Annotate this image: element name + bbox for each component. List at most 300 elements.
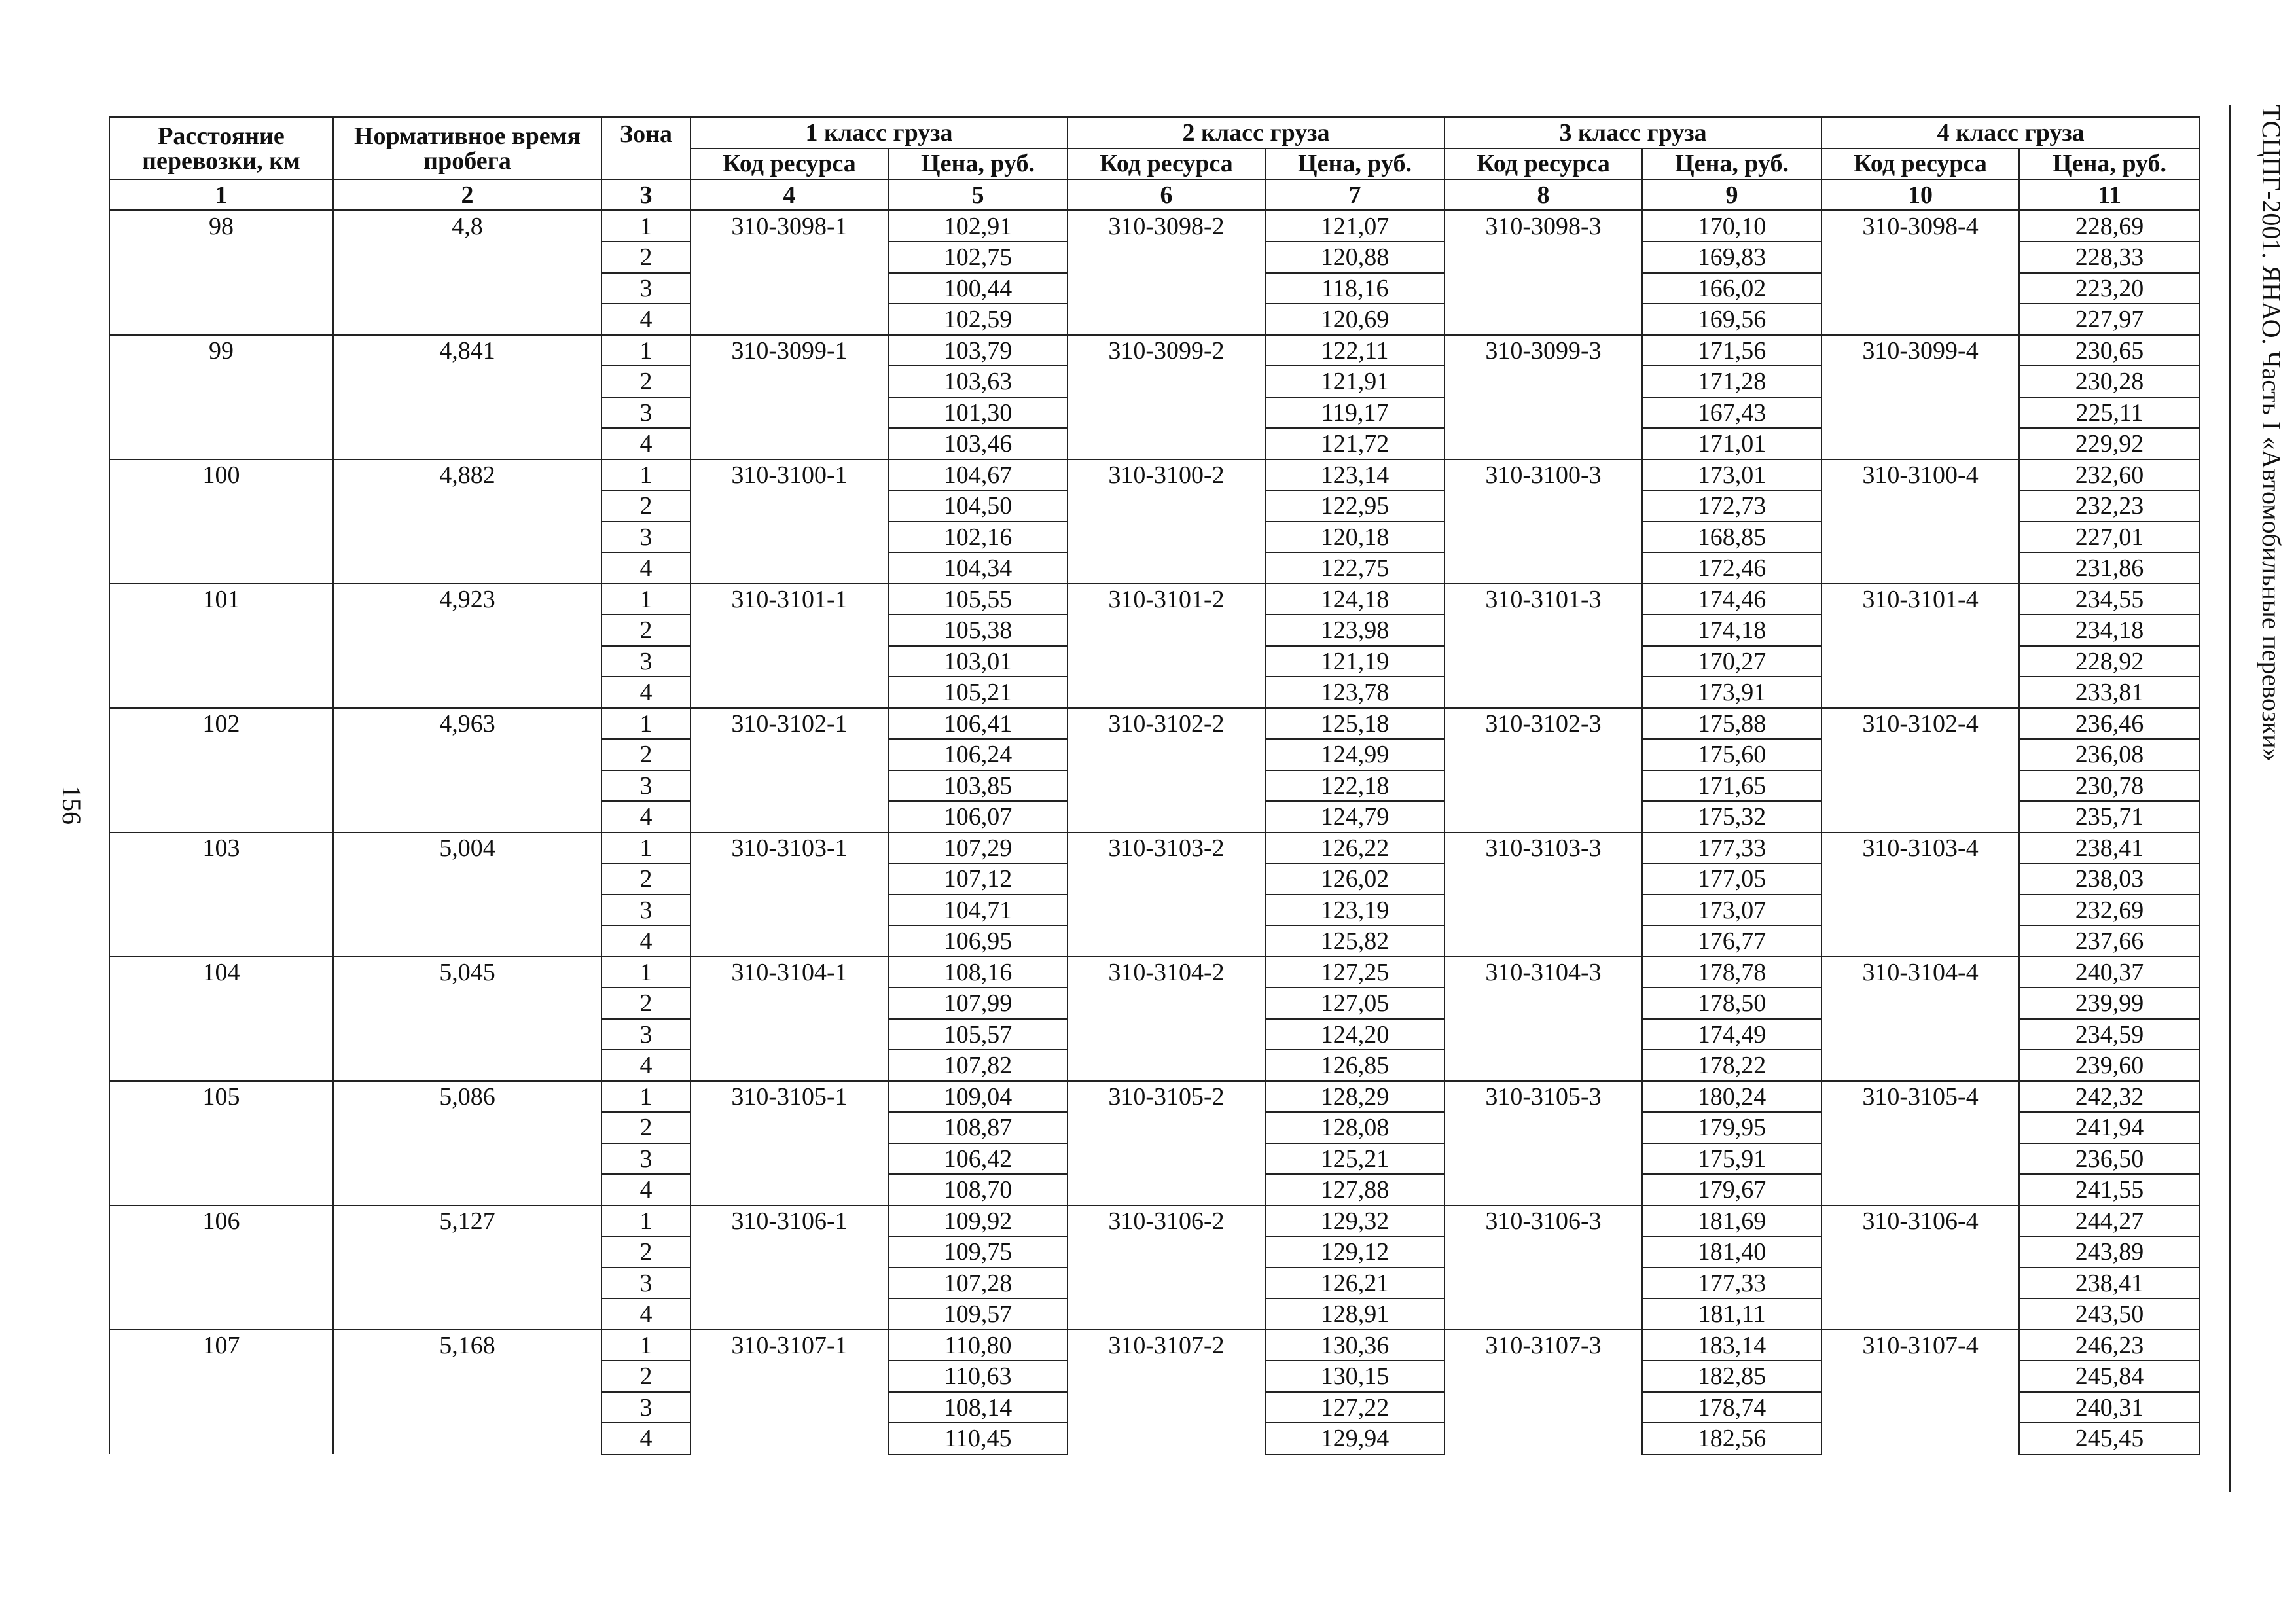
price-cell: 123,98	[1265, 615, 1444, 646]
price-cell: 228,33	[2019, 241, 2200, 273]
price-cell: 118,16	[1265, 273, 1444, 304]
price-cell: 107,28	[888, 1268, 1067, 1299]
price-cell: 121,72	[1265, 428, 1444, 459]
column-number: 2	[333, 179, 601, 211]
column-number: 3	[601, 179, 691, 211]
price-cell: 101,30	[888, 397, 1067, 429]
resource-code-cell: 310-3106-1	[691, 1205, 888, 1330]
price-cell: 235,71	[2019, 801, 2200, 832]
price-cell: 183,14	[1642, 1330, 1821, 1361]
price-cell: 120,18	[1265, 522, 1444, 553]
price-cell: 109,75	[888, 1236, 1067, 1268]
zone-cell: 2	[601, 490, 691, 522]
price-cell: 243,89	[2019, 1236, 2200, 1268]
price-cell: 232,69	[2019, 895, 2200, 926]
price-cell: 107,29	[888, 832, 1067, 864]
price-cell: 182,56	[1642, 1423, 1821, 1454]
price-cell: 127,25	[1265, 957, 1444, 988]
price-cell: 174,18	[1642, 615, 1821, 646]
price-cell: 120,88	[1265, 241, 1444, 273]
price-cell: 171,28	[1642, 366, 1821, 397]
price-cell: 181,40	[1642, 1236, 1821, 1268]
tariff-table	[109, 116, 2200, 1455]
resource-code-cell: 310-3103-4	[1821, 832, 2019, 957]
time-cell: 5,168	[333, 1330, 601, 1454]
price-cell: 245,45	[2019, 1423, 2200, 1454]
zone-cell: 3	[601, 1019, 691, 1050]
zone-cell: 4	[601, 925, 691, 957]
time-cell: 4,882	[333, 459, 601, 584]
price-cell: 227,01	[2019, 522, 2200, 553]
resource-code-cell: 310-3102-1	[691, 708, 888, 832]
price-cell: 124,99	[1265, 739, 1444, 770]
distance-cell: 104	[109, 957, 333, 1081]
table-row	[109, 1205, 2200, 1237]
resource-code-cell: 310-3104-1	[691, 957, 888, 1081]
price-cell: 126,85	[1265, 1050, 1444, 1081]
header-class-2: 2 класс груза	[1067, 117, 1444, 149]
time-cell: 5,127	[333, 1205, 601, 1330]
zone-cell: 3	[601, 1268, 691, 1299]
distance-cell: 107	[109, 1330, 333, 1454]
price-cell: 121,19	[1265, 646, 1444, 677]
price-cell: 241,55	[2019, 1174, 2200, 1205]
price-cell: 178,50	[1642, 988, 1821, 1019]
header-class-4: 4 класс груза	[1821, 117, 2200, 149]
price-cell: 103,85	[888, 770, 1067, 802]
resource-code-cell: 310-3099-3	[1444, 335, 1642, 459]
price-cell: 230,65	[2019, 335, 2200, 366]
zone-cell: 2	[601, 1361, 691, 1392]
price-cell: 230,28	[2019, 366, 2200, 397]
table-row	[109, 211, 2200, 242]
side-rule	[2229, 105, 2231, 1492]
header-row-1	[109, 117, 2200, 149]
resource-code-cell: 310-3106-4	[1821, 1205, 2019, 1330]
resource-code-cell: 310-3106-3	[1444, 1205, 1642, 1330]
zone-cell: 3	[601, 522, 691, 553]
price-cell: 182,85	[1642, 1361, 1821, 1392]
column-number: 6	[1067, 179, 1265, 211]
price-cell: 108,16	[888, 957, 1067, 988]
resource-code-cell: 310-3107-2	[1067, 1330, 1265, 1454]
price-cell: 130,15	[1265, 1361, 1444, 1392]
resource-code-cell: 310-3101-2	[1067, 584, 1265, 708]
resource-code-cell: 310-3100-3	[1444, 459, 1642, 584]
distance-cell: 103	[109, 832, 333, 957]
price-cell: 124,20	[1265, 1019, 1444, 1050]
zone-cell: 1	[601, 832, 691, 864]
price-cell: 236,08	[2019, 739, 2200, 770]
resource-code-cell: 310-3105-3	[1444, 1081, 1642, 1205]
zone-cell: 1	[601, 584, 691, 615]
side-title: ТСЦПГ-2001. ЯНАО. Часть I «Автомобильные перевозки»	[2257, 105, 2286, 762]
price-cell: 125,18	[1265, 708, 1444, 740]
price-cell: 231,86	[2019, 552, 2200, 584]
distance-cell: 105	[109, 1081, 333, 1205]
price-cell: 103,79	[888, 335, 1067, 366]
price-cell: 232,60	[2019, 459, 2200, 491]
resource-code-cell: 310-3101-3	[1444, 584, 1642, 708]
zone-cell: 4	[601, 552, 691, 584]
price-cell: 110,45	[888, 1423, 1067, 1454]
header-price: Цена, руб.	[888, 149, 1067, 180]
price-cell: 125,21	[1265, 1143, 1444, 1175]
price-cell: 128,08	[1265, 1112, 1444, 1143]
price-cell: 107,82	[888, 1050, 1067, 1081]
price-cell: 175,88	[1642, 708, 1821, 740]
price-cell: 239,60	[2019, 1050, 2200, 1081]
price-cell: 124,18	[1265, 584, 1444, 615]
zone-cell: 3	[601, 397, 691, 429]
resource-code-cell: 310-3107-4	[1821, 1330, 2019, 1454]
price-cell: 129,94	[1265, 1423, 1444, 1454]
zone-cell: 3	[601, 1392, 691, 1423]
column-number: 1	[109, 179, 333, 211]
price-cell: 123,14	[1265, 459, 1444, 491]
zone-cell: 3	[601, 646, 691, 677]
zone-cell: 1	[601, 957, 691, 988]
resource-code-cell: 310-3099-1	[691, 335, 888, 459]
zone-cell: 4	[601, 428, 691, 459]
zone-cell: 4	[601, 1298, 691, 1330]
price-cell: 239,99	[2019, 988, 2200, 1019]
price-cell: 122,18	[1265, 770, 1444, 802]
zone-cell: 4	[601, 1174, 691, 1205]
price-cell: 127,05	[1265, 988, 1444, 1019]
price-cell: 107,99	[888, 988, 1067, 1019]
price-cell: 106,07	[888, 801, 1067, 832]
resource-code-cell: 310-3101-1	[691, 584, 888, 708]
zone-cell: 1	[601, 335, 691, 366]
zone-cell: 3	[601, 1143, 691, 1175]
zone-cell: 1	[601, 211, 691, 242]
table-row	[109, 584, 2200, 615]
page-number: 156	[57, 785, 86, 825]
price-cell: 122,11	[1265, 335, 1444, 366]
price-cell: 126,21	[1265, 1268, 1444, 1299]
price-cell: 229,92	[2019, 428, 2200, 459]
price-cell: 230,78	[2019, 770, 2200, 802]
price-cell: 105,38	[888, 615, 1067, 646]
table-row	[109, 832, 2200, 864]
price-cell: 244,27	[2019, 1205, 2200, 1237]
price-cell: 102,16	[888, 522, 1067, 553]
header-code: Код ресурса	[691, 149, 888, 180]
price-cell: 236,50	[2019, 1143, 2200, 1175]
time-cell: 4,8	[333, 211, 601, 335]
column-number-row	[109, 179, 2200, 211]
zone-cell: 3	[601, 895, 691, 926]
price-cell: 246,23	[2019, 1330, 2200, 1361]
price-cell: 105,55	[888, 584, 1067, 615]
price-cell: 234,59	[2019, 1019, 2200, 1050]
price-cell: 129,12	[1265, 1236, 1444, 1268]
price-cell: 225,11	[2019, 397, 2200, 429]
price-cell: 181,69	[1642, 1205, 1821, 1237]
price-cell: 129,32	[1265, 1205, 1444, 1237]
price-cell: 120,69	[1265, 304, 1444, 335]
table-row	[109, 1081, 2200, 1113]
price-cell: 170,27	[1642, 646, 1821, 677]
price-cell: 104,50	[888, 490, 1067, 522]
price-cell: 127,22	[1265, 1392, 1444, 1423]
resource-code-cell: 310-3107-3	[1444, 1330, 1642, 1454]
price-cell: 104,71	[888, 895, 1067, 926]
time-cell: 5,004	[333, 832, 601, 957]
resource-code-cell: 310-3104-3	[1444, 957, 1642, 1081]
price-cell: 238,03	[2019, 863, 2200, 895]
price-cell: 168,85	[1642, 522, 1821, 553]
zone-cell: 4	[601, 1423, 691, 1454]
resource-code-cell: 310-3099-2	[1067, 335, 1265, 459]
price-cell: 223,20	[2019, 273, 2200, 304]
price-cell: 180,24	[1642, 1081, 1821, 1113]
price-cell: 177,33	[1642, 832, 1821, 864]
resource-code-cell: 310-3103-3	[1444, 832, 1642, 957]
price-cell: 124,79	[1265, 801, 1444, 832]
price-cell: 241,94	[2019, 1112, 2200, 1143]
price-cell: 105,57	[888, 1019, 1067, 1050]
resource-code-cell: 310-3102-3	[1444, 708, 1642, 832]
time-cell: 5,086	[333, 1081, 601, 1205]
price-cell: 173,01	[1642, 459, 1821, 491]
price-cell: 176,77	[1642, 925, 1821, 957]
price-cell: 232,23	[2019, 490, 2200, 522]
zone-cell: 2	[601, 1236, 691, 1268]
header-distance: Расстояние перевозки, км	[109, 117, 333, 179]
price-cell: 106,42	[888, 1143, 1067, 1175]
price-cell: 130,36	[1265, 1330, 1444, 1361]
table-row	[109, 459, 2200, 491]
price-cell: 169,56	[1642, 304, 1821, 335]
price-cell: 238,41	[2019, 832, 2200, 864]
price-cell: 169,83	[1642, 241, 1821, 273]
price-cell: 175,32	[1642, 801, 1821, 832]
column-number: 10	[1821, 179, 2019, 211]
price-cell: 171,56	[1642, 335, 1821, 366]
price-cell: 179,67	[1642, 1174, 1821, 1205]
time-cell: 4,963	[333, 708, 601, 832]
table-row	[109, 1330, 2200, 1361]
header-class-3: 3 класс груза	[1444, 117, 1821, 149]
price-cell: 174,46	[1642, 584, 1821, 615]
distance-cell: 102	[109, 708, 333, 832]
zone-cell: 1	[601, 1205, 691, 1237]
price-cell: 242,32	[2019, 1081, 2200, 1113]
price-cell: 172,46	[1642, 552, 1821, 584]
price-cell: 233,81	[2019, 677, 2200, 708]
column-number: 5	[888, 179, 1067, 211]
price-cell: 237,66	[2019, 925, 2200, 957]
column-number: 7	[1265, 179, 1444, 211]
price-cell: 119,17	[1265, 397, 1444, 429]
price-cell: 170,10	[1642, 211, 1821, 242]
price-cell: 167,43	[1642, 397, 1821, 429]
price-cell: 121,07	[1265, 211, 1444, 242]
price-cell: 174,49	[1642, 1019, 1821, 1050]
price-cell: 122,75	[1265, 552, 1444, 584]
header-code: Код ресурса	[1067, 149, 1265, 180]
price-cell: 240,37	[2019, 957, 2200, 988]
price-cell: 178,78	[1642, 957, 1821, 988]
distance-cell: 106	[109, 1205, 333, 1330]
distance-cell: 101	[109, 584, 333, 708]
time-cell: 4,841	[333, 335, 601, 459]
price-cell: 109,57	[888, 1298, 1067, 1330]
table-body	[109, 211, 2200, 1454]
zone-cell: 4	[601, 1050, 691, 1081]
resource-code-cell: 310-3098-2	[1067, 211, 1265, 335]
resource-code-cell: 310-3102-4	[1821, 708, 2019, 832]
header-code: Код ресурса	[1444, 149, 1642, 180]
price-cell: 236,46	[2019, 708, 2200, 740]
price-cell: 107,12	[888, 863, 1067, 895]
table-row	[109, 708, 2200, 740]
price-cell: 171,65	[1642, 770, 1821, 802]
price-cell: 234,55	[2019, 584, 2200, 615]
price-cell: 178,74	[1642, 1392, 1821, 1423]
price-cell: 228,92	[2019, 646, 2200, 677]
header-price: Цена, руб.	[2019, 149, 2200, 180]
price-cell: 110,63	[888, 1361, 1067, 1392]
price-cell: 173,91	[1642, 677, 1821, 708]
resource-code-cell: 310-3102-2	[1067, 708, 1265, 832]
time-cell: 5,045	[333, 957, 601, 1081]
zone-cell: 3	[601, 273, 691, 304]
column-number: 11	[2019, 179, 2200, 211]
price-cell: 228,69	[2019, 211, 2200, 242]
price-cell: 128,29	[1265, 1081, 1444, 1113]
price-cell: 178,22	[1642, 1050, 1821, 1081]
price-cell: 123,19	[1265, 895, 1444, 926]
resource-code-cell: 310-3098-4	[1821, 211, 2019, 335]
column-number: 4	[691, 179, 888, 211]
price-cell: 105,21	[888, 677, 1067, 708]
price-cell: 109,04	[888, 1081, 1067, 1113]
header-zone: Зона	[601, 117, 691, 179]
price-cell: 110,80	[888, 1330, 1067, 1361]
zone-cell: 2	[601, 988, 691, 1019]
header-price: Цена, руб.	[1265, 149, 1444, 180]
zone-cell: 2	[601, 739, 691, 770]
resource-code-cell: 310-3104-2	[1067, 957, 1265, 1081]
price-cell: 106,41	[888, 708, 1067, 740]
zone-cell: 2	[601, 366, 691, 397]
distance-cell: 99	[109, 335, 333, 459]
price-cell: 234,18	[2019, 615, 2200, 646]
zone-cell: 4	[601, 677, 691, 708]
price-cell: 106,24	[888, 739, 1067, 770]
table-row	[109, 957, 2200, 988]
price-cell: 122,95	[1265, 490, 1444, 522]
resource-code-cell: 310-3103-2	[1067, 832, 1265, 957]
zone-cell: 2	[601, 863, 691, 895]
zone-cell: 4	[601, 801, 691, 832]
price-cell: 104,67	[888, 459, 1067, 491]
resource-code-cell: 310-3105-4	[1821, 1081, 2019, 1205]
header-class-1: 1 класс груза	[691, 117, 1067, 149]
resource-code-cell: 310-3103-1	[691, 832, 888, 957]
resource-code-cell: 310-3100-1	[691, 459, 888, 584]
header-code: Код ресурса	[1821, 149, 2019, 180]
zone-cell: 4	[601, 304, 691, 335]
price-cell: 108,70	[888, 1174, 1067, 1205]
price-cell: 100,44	[888, 273, 1067, 304]
price-cell: 126,02	[1265, 863, 1444, 895]
price-cell: 102,91	[888, 211, 1067, 242]
price-cell: 172,73	[1642, 490, 1821, 522]
zone-cell: 1	[601, 1330, 691, 1361]
price-cell: 126,22	[1265, 832, 1444, 864]
zone-cell: 1	[601, 459, 691, 491]
zone-cell: 2	[601, 241, 691, 273]
price-cell: 121,91	[1265, 366, 1444, 397]
distance-cell: 100	[109, 459, 333, 584]
column-number: 8	[1444, 179, 1642, 211]
price-cell: 227,97	[2019, 304, 2200, 335]
price-cell: 109,92	[888, 1205, 1067, 1237]
resource-code-cell: 310-3098-1	[691, 211, 888, 335]
price-cell: 102,75	[888, 241, 1067, 273]
price-cell: 245,84	[2019, 1361, 2200, 1392]
price-cell: 106,95	[888, 925, 1067, 957]
price-cell: 103,46	[888, 428, 1067, 459]
distance-cell: 98	[109, 211, 333, 335]
price-cell: 177,33	[1642, 1268, 1821, 1299]
resource-code-cell: 310-3100-4	[1821, 459, 2019, 584]
zone-cell: 2	[601, 1112, 691, 1143]
price-cell: 127,88	[1265, 1174, 1444, 1205]
resource-code-cell: 310-3107-1	[691, 1330, 888, 1454]
resource-code-cell: 310-3105-1	[691, 1081, 888, 1205]
resource-code-cell: 310-3105-2	[1067, 1081, 1265, 1205]
time-cell: 4,923	[333, 584, 601, 708]
price-cell: 108,87	[888, 1112, 1067, 1143]
header-price: Цена, руб.	[1642, 149, 1821, 180]
price-cell: 102,59	[888, 304, 1067, 335]
price-cell: 238,41	[2019, 1268, 2200, 1299]
price-cell: 103,63	[888, 366, 1067, 397]
price-cell: 123,78	[1265, 677, 1444, 708]
resource-code-cell: 310-3106-2	[1067, 1205, 1265, 1330]
header-time: Нормативное время пробега	[333, 117, 601, 179]
price-cell: 179,95	[1642, 1112, 1821, 1143]
price-cell: 177,05	[1642, 863, 1821, 895]
price-cell: 103,01	[888, 646, 1067, 677]
price-cell: 240,31	[2019, 1392, 2200, 1423]
price-cell: 171,01	[1642, 428, 1821, 459]
price-cell: 181,11	[1642, 1298, 1821, 1330]
zone-cell: 3	[601, 770, 691, 802]
price-cell: 166,02	[1642, 273, 1821, 304]
price-cell: 175,91	[1642, 1143, 1821, 1175]
price-cell: 175,60	[1642, 739, 1821, 770]
price-cell: 128,91	[1265, 1298, 1444, 1330]
table-row	[109, 335, 2200, 366]
zone-cell: 1	[601, 708, 691, 740]
resource-code-cell: 310-3098-3	[1444, 211, 1642, 335]
resource-code-cell: 310-3104-4	[1821, 957, 2019, 1081]
price-cell: 243,50	[2019, 1298, 2200, 1330]
price-cell: 108,14	[888, 1392, 1067, 1423]
price-cell: 125,82	[1265, 925, 1444, 957]
resource-code-cell: 310-3099-4	[1821, 335, 2019, 459]
price-cell: 173,07	[1642, 895, 1821, 926]
zone-cell: 1	[601, 1081, 691, 1113]
price-cell: 104,34	[888, 552, 1067, 584]
column-number: 9	[1642, 179, 1821, 211]
